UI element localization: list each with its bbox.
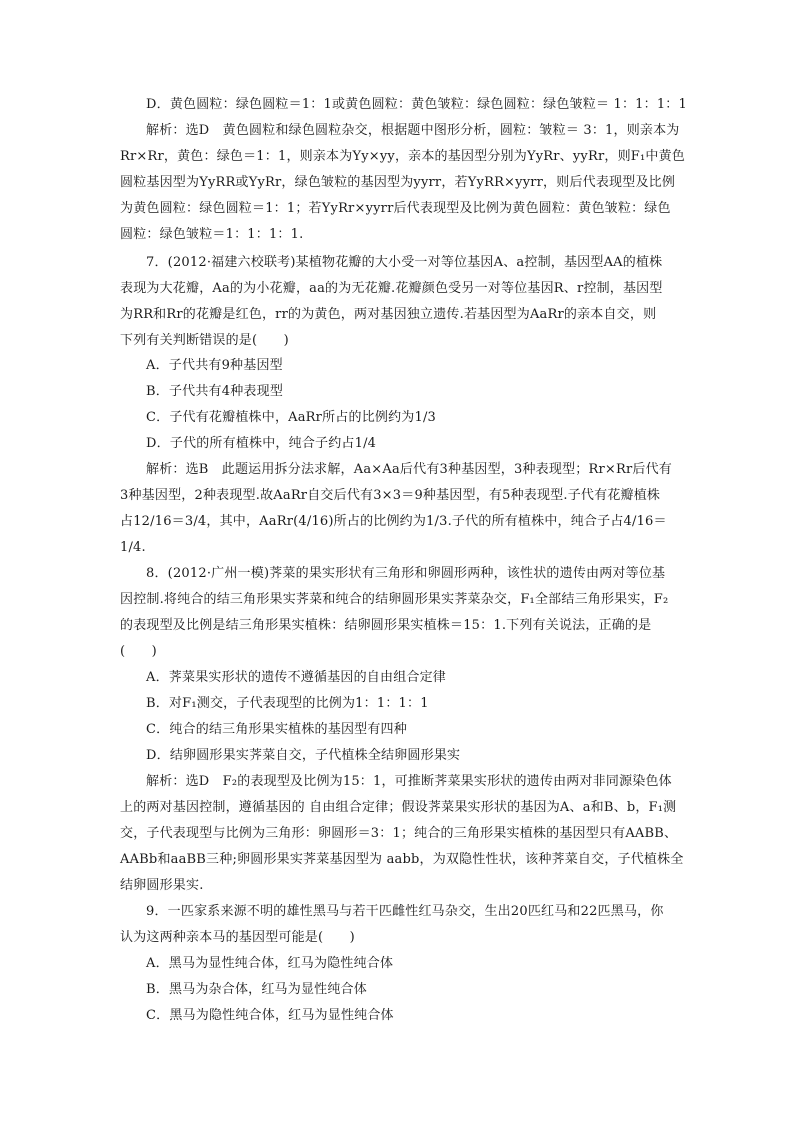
text-line: 因控制.将纯合的结三角形果实荠菜和纯合的结卵圆形果实荠菜杂交，F₁全部结三角形果实，F₂ [120, 592, 669, 607]
option-a: A．荠菜果实形状的遗传不遵循基因的自由组合定律 [146, 670, 446, 685]
option-c: C．黑马为隐性纯合体，红马为显性纯合体 [146, 1008, 394, 1023]
analysis-line: 解析：选B 此题运用拆分法求解，Aa×Aa后代有3种基因型，3种表现型；Rr×Rr后代有 [146, 462, 672, 477]
text-line: AABb和aaBB三种;卵圆形果实荠菜基因型为 aabb，为双隐性性状，该种荠菜自交，子代植株全 [120, 852, 684, 867]
option-a: A．子代共有9种基因型 [146, 358, 283, 373]
analysis-line: 解析：选D F₂的表现型及比例为15：1，可推断荠菜果实形状的遗传由两对非同源染色体 [146, 774, 672, 789]
text-line: Rr×Rr，黄色：绿色＝1：1，则亲本为Yy×yy，亲本的基因型分别为YyRr、yyRr，则F₁中黄色 [120, 149, 685, 164]
text-line: 圆粒基因型为YyRR或YyRr，绿色皱粒的基因型为yyrr，若YyRR×yyrr，则后代表现型及比例 [120, 175, 676, 190]
text-line: 交，子代表现型与比例为三角形：卵圆形＝3：1；纯合的三角形果实植株的基因型只有AABB、 [120, 826, 678, 841]
text-line: 解析：选D 黄色圆粒和绿色圆粒杂交，根据题中图形分析，圆粒：皱粒＝ 3：1，则亲本为 [146, 123, 680, 138]
question-9-stem: 9．一匹家系来源不明的雄性黑马与若干匹雌性红马杂交，生出20匹红马和22匹黑马，你 [146, 904, 664, 919]
text-line: 1/4. [120, 540, 146, 555]
text-line: D．黄色圆粒：绿色圆粒＝1：1或黄色圆粒：黄色皱粒：绿色圆粒：绿色皱粒＝ 1：1：1：1 [146, 97, 687, 112]
option-c: C．纯合的结三角形果实植株的基因型有四种 [146, 722, 407, 737]
option-c: C．子代有花瓣植株中，AaRr所占的比例约为1/3 [146, 410, 437, 425]
text-line: 表现为大花瓣，Aa的为小花瓣，aa的为无花瓣.花瓣颜色受另一对等位基因R、r控制，基因型 [120, 281, 663, 296]
option-b: B．对F₁测交，子代表现型的比例为1：1：1：1 [146, 696, 429, 711]
question-7-stem: 7．(2012·福建六校联考)某植物花瓣的大小受一对等位基因A、a控制，基因型AA的植株 [146, 255, 663, 270]
text-line: 上的两对基因控制，遵循基因的 自由组合定律；假设荠菜果实形状的基因为A、a和B、b，F₁测 [120, 800, 677, 815]
text-line: 的表现型及比例是结三角形果实植株：结卵圆形果实植株＝15：1.下列有关说法，正确的是 [120, 618, 652, 633]
option-a: A．黑马为显性纯合体，红马为隐性纯合体 [146, 956, 394, 971]
text-line: ( ) [120, 644, 157, 659]
text-line: 圆粒：绿色皱粒＝1：1：1：1. [120, 227, 304, 242]
text-line: 下列有关判断错误的是( ) [120, 333, 289, 348]
option-d: D．结卵圆形果实荠菜自交，子代植株全结卵圆形果实 [146, 748, 461, 763]
question-8-stem: 8．(2012·广州一模)荠菜的果实形状有三角形和卵圆形两种，该性状的遗传由两对等位基 [146, 566, 666, 581]
text-line: 3种基因型，2种表现型.故AaRr自交后代有3×3＝9种基因型，有5种表现型.子代有花瓣植株 [120, 488, 661, 503]
text-line: 为RR和Rr的花瓣是红色，rr的为黄色，两对基因独立遗传.若基因型为AaRr的亲本自交，则 [120, 307, 657, 322]
option-b: B．黑马为杂合体，红马为显性纯合体 [146, 982, 367, 997]
text-line: 认为这两种亲本马的基因型可能是( ) [120, 930, 355, 945]
text-line: 结卵圆形果实. [120, 878, 204, 893]
option-d: D．子代的所有植株中，纯合子约占1/4 [146, 436, 377, 451]
option-b: B．子代共有4种表现型 [146, 384, 284, 399]
text-line: 占12/16＝3/4，其中，AaRr(4/16)所占的比例约为1/3.子代的所有植株中，纯合子占4/16＝ [120, 514, 667, 529]
text-line: 为黄色圆粒：绿色圆粒＝1：1；若YyRr×yyrr后代表现型及比例为黄色圆粒：黄色皱粒：绿色 [120, 201, 671, 216]
